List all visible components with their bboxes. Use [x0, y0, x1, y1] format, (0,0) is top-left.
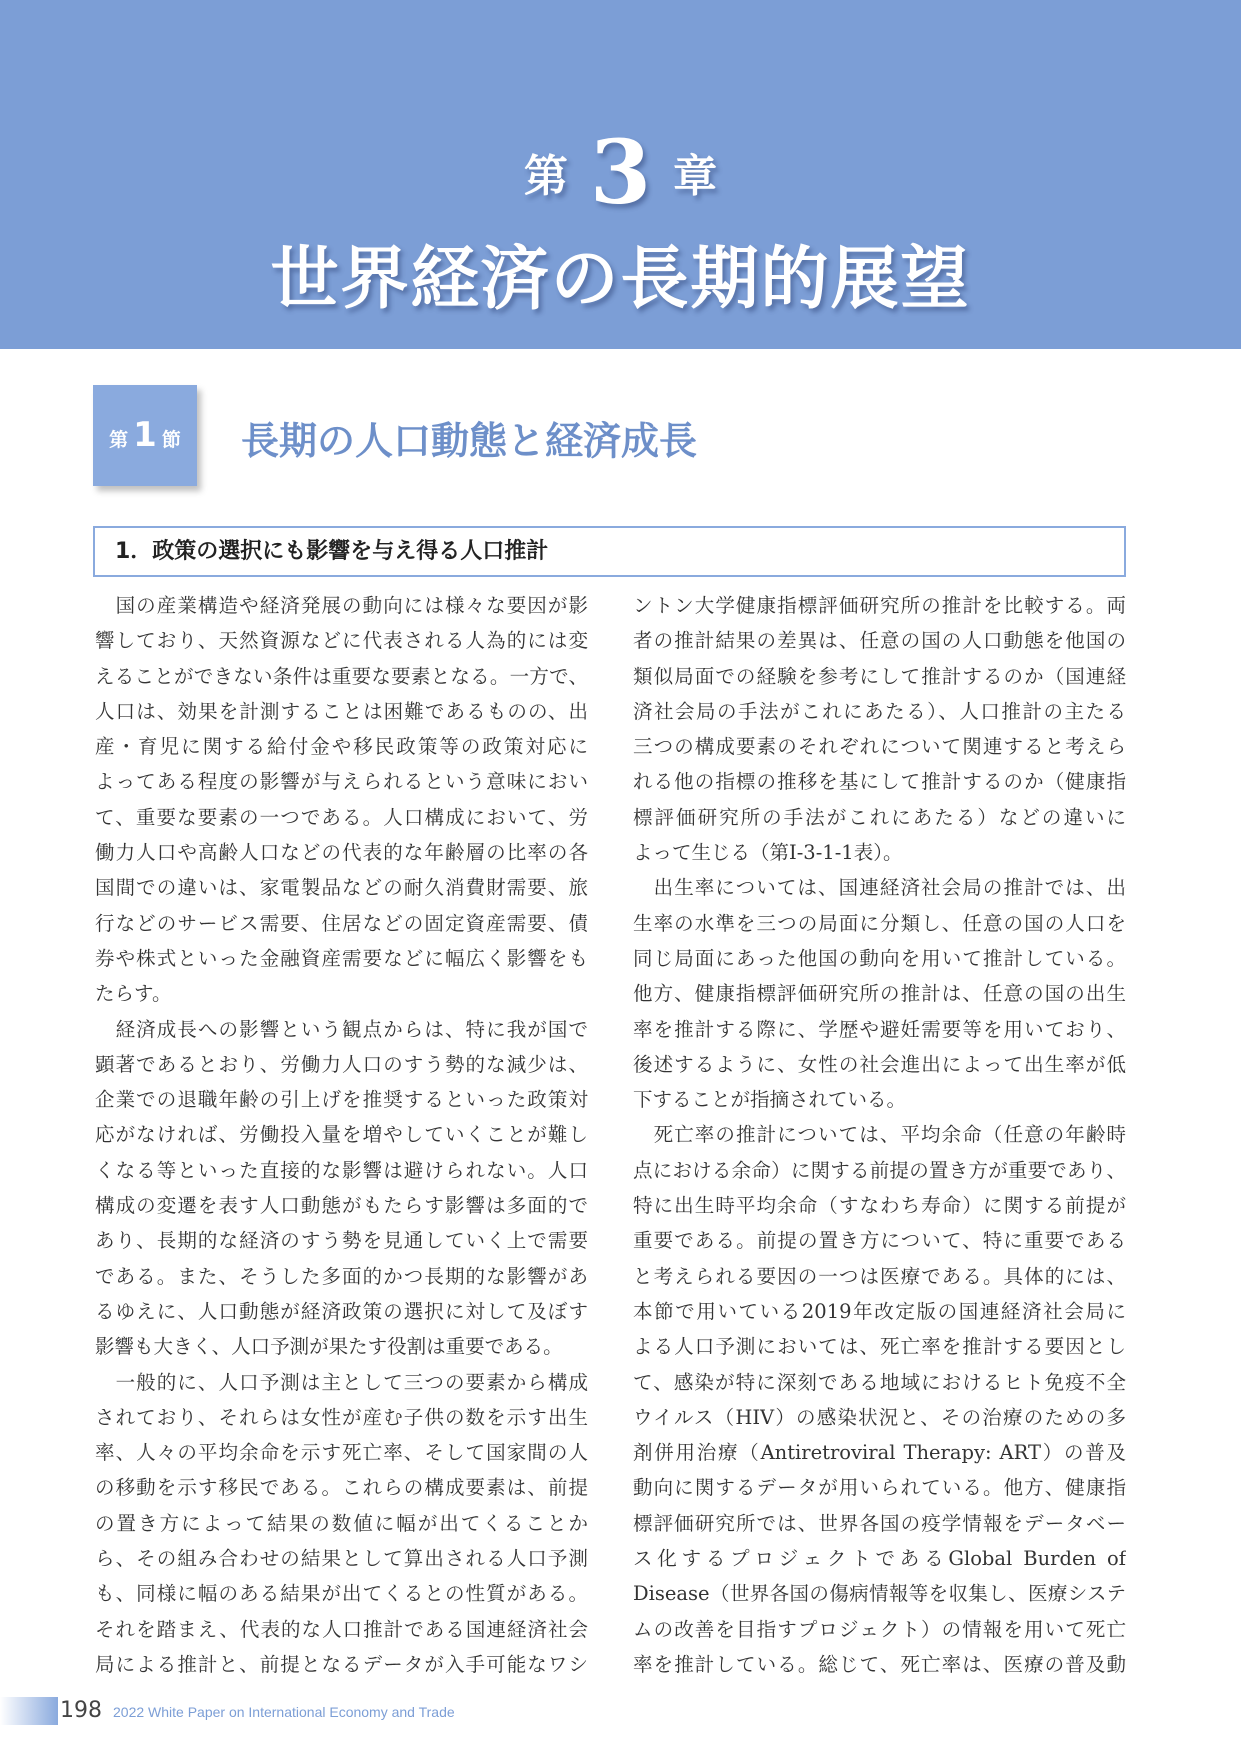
chapter-number [0, 120, 1241, 224]
body-text-line: て、重要な要素の一つである。人口構成において、労 [95, 805, 588, 829]
body-text-line: ら、その組み合わせの結果として算出される人口予測 [95, 1547, 588, 1571]
body-text-line: 生率の水準を三つの局面に分類し、任意の国の人口を [633, 911, 1126, 935]
body-text-line: 国の産業構造や経済発展の動向には様々な要因が影 [95, 594, 588, 617]
body-text-line: たらす。 [95, 982, 172, 1006]
body-text-line: よってある程度の影響が与えられるという意味におい [95, 770, 588, 794]
body-text-line: 経済成長への影響という観点からは、特に我が国で [95, 1017, 588, 1041]
body-text-line: である。また、そうした多面的かつ長期的な影響があ [95, 1264, 588, 1288]
body-text-line: 人口は、効果を計測することは困難であるものの、出 [95, 699, 588, 723]
body-text-line: あり、長期的な経済のすう勢を見通していく上で需要 [95, 1229, 588, 1253]
body-text-line: の移動を示す移民である。これらの構成要素は、前提 [95, 1476, 588, 1500]
body-text-line: 三つの構成要素のそれぞれについて関連すると考えら [633, 735, 1126, 759]
chapter-banner [0, 0, 1241, 349]
body-text-line: て、感染が特に深刻である地域におけるヒト免疫不全 [633, 1370, 1126, 1394]
body-text-line: ウイルス（HIV）の感染状況と、その治療のための多 [633, 1405, 1126, 1429]
body-text-line: 率を推計している。総じて、死亡率は、医療の普及動 [633, 1652, 1126, 1676]
body-text-line: よって生じる（第Ⅰ-3-1-1表）。 [633, 841, 903, 865]
chapter-suffix: 章 [673, 151, 718, 202]
page-number: 198 [60, 1698, 102, 1723]
body-text-line: れる他の指標の推移を基にして推計するのか（健康指 [633, 770, 1126, 794]
body-text-line: の置き方によって結果の数値に幅が出てくることか [95, 1511, 588, 1535]
body-text-line: 済社会局の手法がこれにあたる）、人口推計の主たる [633, 699, 1126, 723]
body-text-line: 券や株式といった金融資産需要などに幅広く影響をも [95, 946, 588, 970]
body-text-line: 特に出生時平均余命（すなわち寿命）に関する前提が [633, 1194, 1126, 1218]
body-text-line: 動向に関するデータが用いられている。他方、健康指 [633, 1476, 1126, 1500]
body-text-line: 標評価研究所の手法がこれにあたる）などの違いに [633, 805, 1126, 829]
section-number-box [93, 385, 197, 486]
body-text-line: 一般的に、人口予測は主として三つの要素から構成 [95, 1370, 588, 1394]
section-number: 1 [133, 415, 157, 455]
body-text-line: 響しており、天然資源などに代表される人為的には変 [95, 629, 588, 653]
body-text-line: 行などのサービス需要、住居などの固定資産需要、債 [95, 911, 588, 935]
body-text-line: されており、それらは女性が産む子供の数を示す出生 [95, 1405, 588, 1429]
body-text-line: 率、人々の平均余命を示す死亡率、そして国家間の人 [95, 1441, 588, 1465]
body-text-line: るゆえに、人口動態が経済政策の選択に対して及ぼす [95, 1299, 588, 1323]
body-text-line: 影響も大きく、人口予測が果たす役割は重要である。 [95, 1335, 563, 1359]
body-text-line: と考えられる要因の一つは医療である。具体的には、 [633, 1264, 1126, 1288]
body-text-line: 国間での違いは、家電製品などの耐久消費財需要、旅 [95, 876, 588, 900]
body-text-line: 剤併用治療（Antiretroviral Therapy: ART）の普及 [633, 1441, 1126, 1465]
body-text-line: ムの改善を目指すプロジェクト）の情報を用いて死亡 [633, 1617, 1126, 1641]
body-text-line: 重要である。前提の置き方について、特に重要である [633, 1229, 1126, 1253]
body-text-line: も、同様に幅のある結果が出てくるとの性質がある。 [95, 1582, 588, 1606]
body-text-line: 本節で用いている2019年改定版の国連経済社会局に [633, 1299, 1126, 1323]
body-text-line: 率を推計する際に、学歴や避妊需要等を用いており、 [633, 1017, 1126, 1041]
body-text-line: 同じ局面にあった他国の動向を用いて推計している。 [633, 946, 1126, 970]
body-text-line: 構成の変遷を表す人口動態がもたらす影響は多面的で [95, 1194, 588, 1218]
section-prefix: 第 [109, 429, 129, 451]
section-suffix: 節 [161, 429, 181, 451]
body-text-line: 標評価研究所では、世界各国の疫学情報をデータベー [633, 1511, 1126, 1535]
body-text-line: くなる等といった直接的な影響は避けられない。人口 [95, 1158, 588, 1182]
chapter-title: 世界経済の長期的展望 [270, 239, 971, 319]
publication-title: 2022 White Paper on International Economy and Trade [113, 1704, 455, 1720]
body-text-line: それを踏まえ、代表的な人口推計である国連経済社会 [95, 1617, 588, 1641]
body-text-line: 出生率については、国連経済社会局の推計では、出 [633, 876, 1126, 900]
body-text-line: 下することが指摘されている。 [633, 1088, 907, 1112]
chapter-prefix: 第 [523, 151, 568, 202]
body-text-line: ス化するプロジェクトであるGlobal Burden of [633, 1547, 1126, 1571]
footer-accent-bar [0, 1697, 58, 1725]
body-text-line: 後述するように、女性の社会進出によって出生率が低 [633, 1052, 1126, 1076]
chapter-number-digit: 3 [589, 120, 652, 224]
subsection-heading: 1．政策の選択にも影響を与え得る人口推計 [93, 526, 1126, 577]
body-text-line: 産・育児に関する給付金や移民政策等の政策対応に [95, 735, 588, 759]
body-text-line: 点における余命）に関する前提の置き方が重要であり、 [633, 1158, 1126, 1182]
body-text-line: よる人口予測においては、死亡率を推計する要因とし [633, 1335, 1126, 1359]
body-column-left [95, 588, 588, 1682]
section-title: 長期の人口動態と経済成長 [241, 418, 698, 463]
body-text-line: 他方、健康指標評価研究所の推計は、任意の国の出生 [633, 982, 1126, 1006]
body-text-line: 局による推計と、前提となるデータが入手可能なワシ [95, 1652, 588, 1676]
body-text-line: 類似局面での経験を参考にして推計するのか（国連経 [633, 664, 1126, 688]
body-text-line: えることができない条件は重要な要素となる。一方で、 [95, 664, 588, 688]
body-text-line: 死亡率の推計については、平均余命（任意の年齢時 [633, 1123, 1126, 1147]
body-text-line: Disease（世界各国の傷病情報等を収集し、医療システ [633, 1582, 1126, 1606]
body-column-right [633, 588, 1126, 1682]
body-text-line: ントン大学健康指標評価研究所の推計を比較する。両 [633, 594, 1126, 617]
body-text-line: 顕著であるとおり、労働力人口のすう勢的な減少は、 [95, 1052, 588, 1076]
body-text-line: 働力人口や高齢人口などの代表的な年齢層の比率の各 [95, 841, 588, 865]
body-text-line: 応がなければ、労働投入量を増やしていくことが難し [95, 1123, 588, 1147]
body-text-line: 者の推計結果の差異は、任意の国の人口動態を他国の [633, 629, 1126, 653]
body-text-line: 企業での退職年齢の引上げを推奨するといった政策対 [95, 1088, 588, 1112]
